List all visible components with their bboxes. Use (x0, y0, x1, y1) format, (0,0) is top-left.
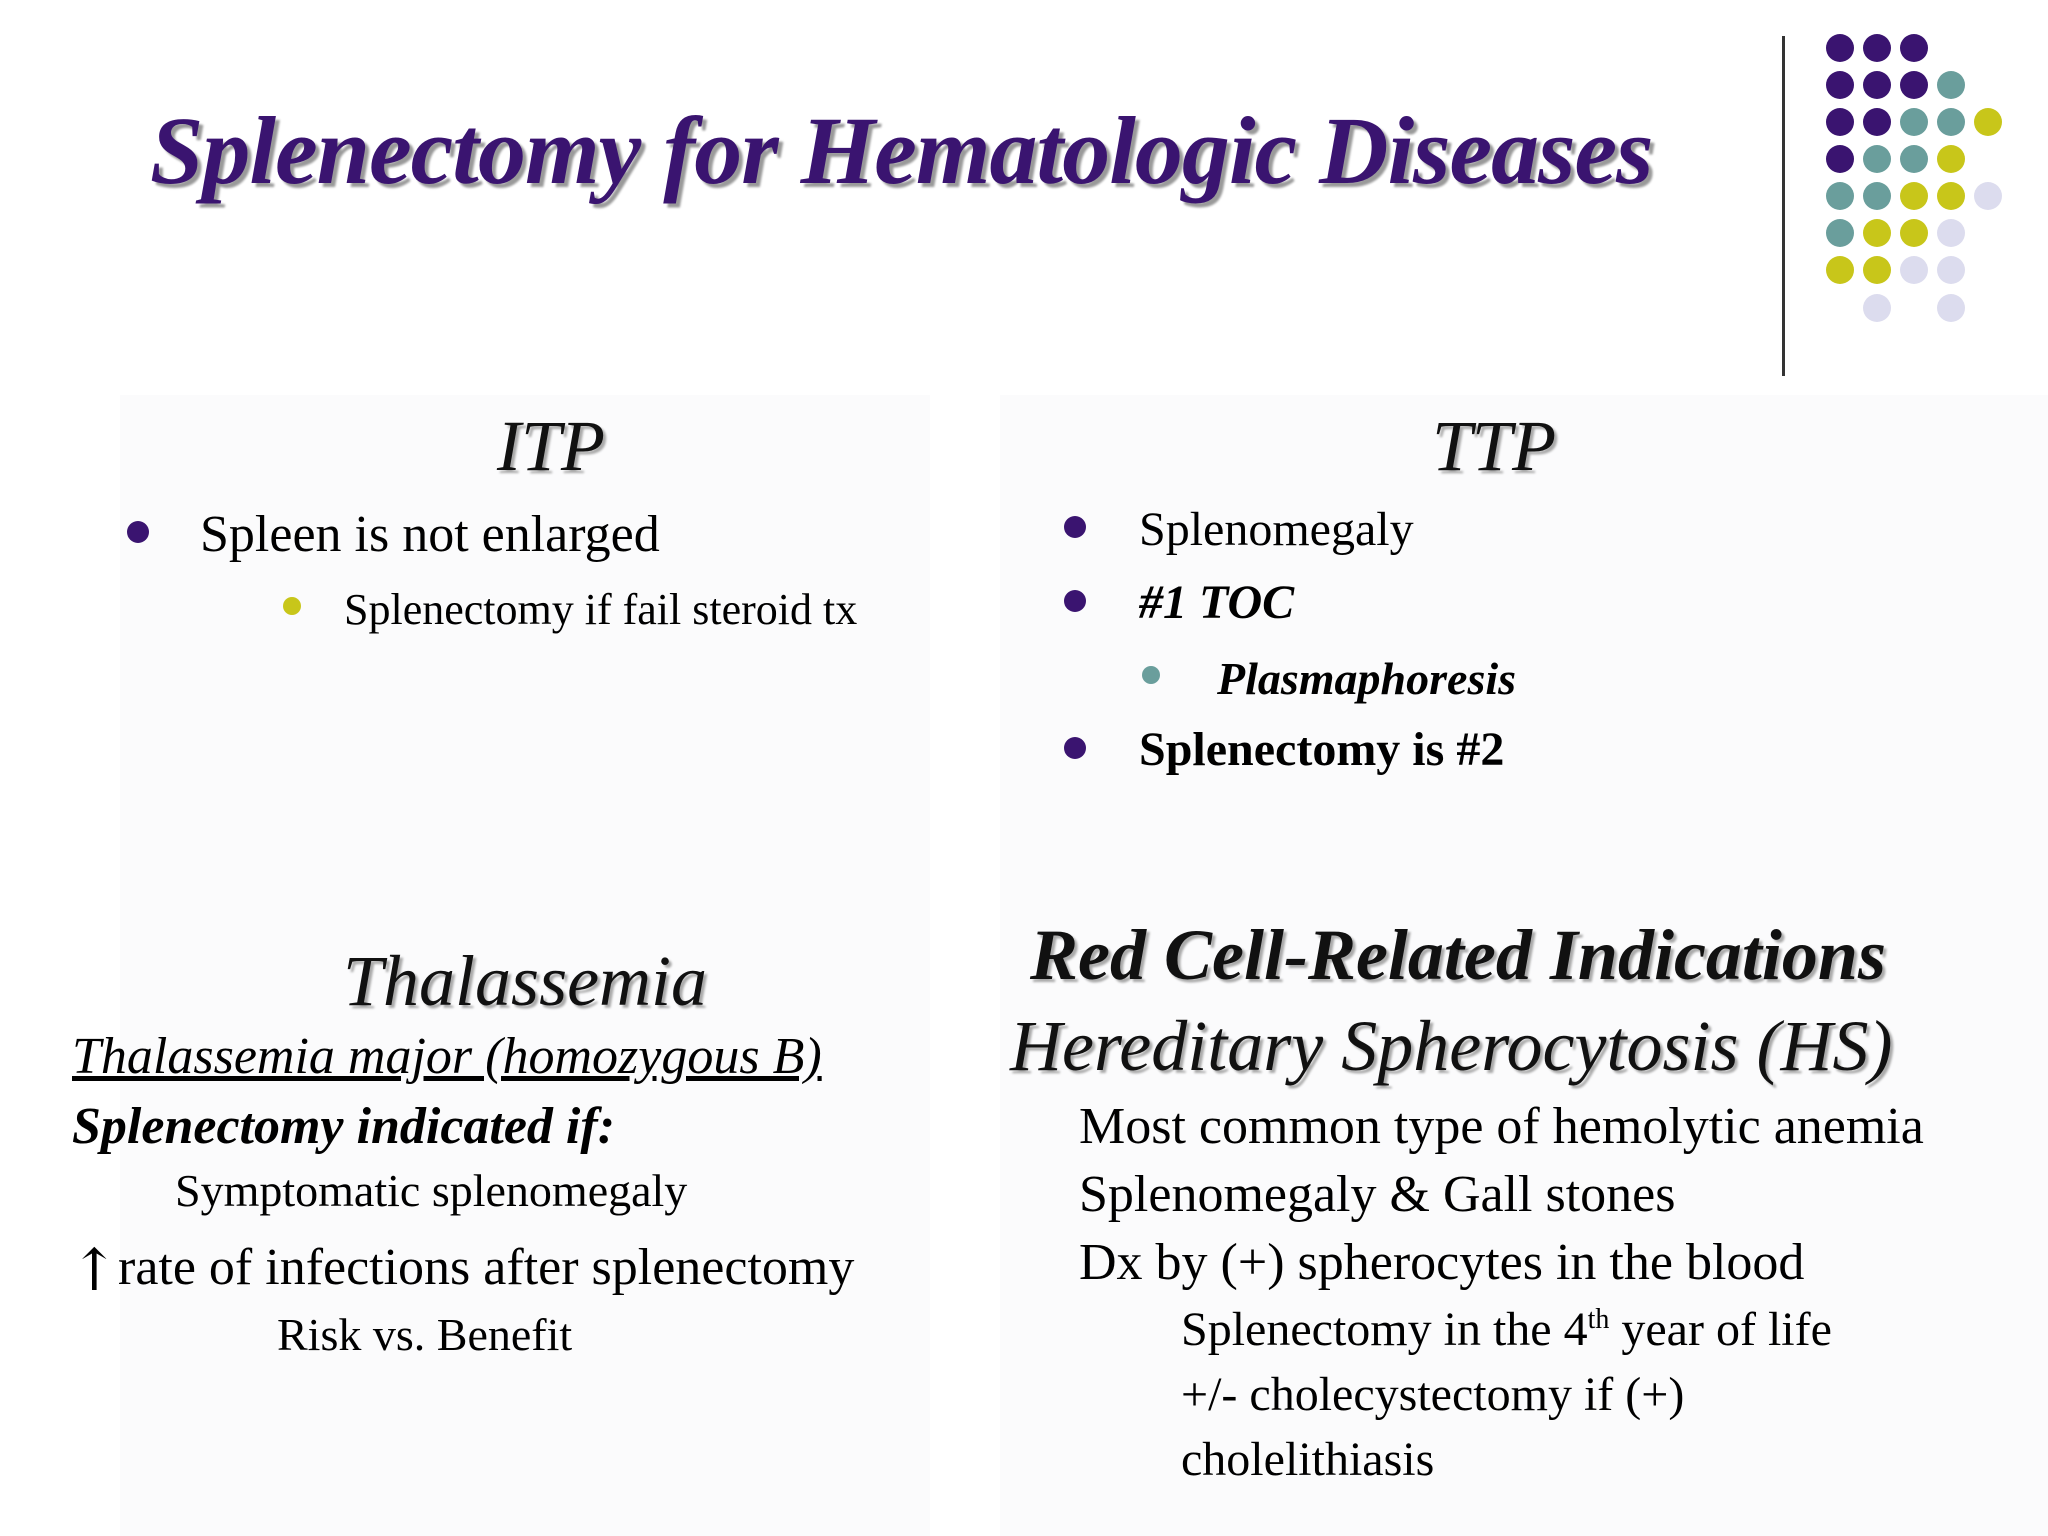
dot (1937, 108, 1965, 136)
dot (1863, 145, 1891, 173)
hs-line-2: Splenomegaly & Gall stones (1079, 1166, 1676, 1223)
dot (1826, 145, 1854, 173)
dot (1937, 71, 1965, 99)
hs-line-6: cholelithiasis (1181, 1433, 1435, 1486)
dot (1937, 182, 1965, 210)
bullet-icon (1064, 516, 1086, 538)
itp-heading: ITP (497, 406, 605, 486)
dot (1937, 294, 1965, 322)
dot (1937, 256, 1965, 284)
dot (1863, 71, 1891, 99)
divider-line (1782, 36, 1785, 376)
dot (1826, 71, 1854, 99)
bullet-icon (127, 521, 149, 543)
dot (1863, 182, 1891, 210)
ttp-bullet-2: #1 TOC (1139, 576, 1295, 629)
thalassemia-line-4: rate of infections after splenectomy (118, 1239, 855, 1296)
dot (1974, 108, 2002, 136)
itp-sub-bullet-1: Splenectomy if fail steroid tx (344, 585, 858, 634)
thalassemia-line-5: Risk vs. Benefit (277, 1309, 573, 1360)
hs-line-3: Dx by (+) spherocytes in the blood (1079, 1234, 1805, 1291)
decorative-dot-grid (0, 0, 2048, 340)
hs-line-5: +/- cholecystectomy if (+) (1181, 1368, 1685, 1421)
dot (1900, 256, 1928, 284)
hs-line-4 (1181, 1302, 1832, 1357)
itp-bullet-1: Spleen is not enlarged (200, 506, 660, 563)
dot (1863, 34, 1891, 62)
ttp-heading: TTP (1432, 406, 1557, 486)
ttp-bullet-1: Splenomegaly (1139, 503, 1414, 556)
dot (1826, 108, 1854, 136)
dot (1900, 219, 1928, 247)
hs-line-1: Most common type of hemolytic anemia (1079, 1098, 1924, 1155)
dot (1826, 182, 1854, 210)
bullet-icon (1064, 590, 1086, 612)
dot (1900, 145, 1928, 173)
dot (1937, 145, 1965, 173)
dot (1937, 219, 1965, 247)
dot (1900, 182, 1928, 210)
hs-line-4-sup: th (1587, 1304, 1610, 1335)
dot (1900, 34, 1928, 62)
thalassemia-line-1: Thalassemia major (homozygous B) (72, 1028, 822, 1085)
hs-line-4-pre: Splenectomy in the 4 (1181, 1303, 1588, 1356)
thalassemia-line-3: Symptomatic splenomegaly (175, 1165, 688, 1216)
slide-title: Splenectomy for Hematologic Diseases (150, 97, 1653, 204)
hs-line-4-post: year of life (1609, 1303, 1832, 1356)
hs-heading-1: Red Cell-Related Indications (1030, 915, 1886, 995)
dot (1863, 294, 1891, 322)
dot (1826, 256, 1854, 284)
dot (1974, 182, 2002, 210)
thalassemia-line-2: Splenectomy indicated if: (72, 1098, 616, 1155)
dot (1900, 71, 1928, 99)
ttp-sub-bullet-1: Plasmaphoresis (1217, 653, 1517, 704)
bullet-icon (283, 597, 301, 615)
up-arrow-icon: ↑ (70, 1236, 119, 1304)
dot (1863, 256, 1891, 284)
dot (1863, 108, 1891, 136)
dot (1826, 219, 1854, 247)
bullet-icon (1142, 666, 1160, 684)
hs-heading-2: Hereditary Spherocytosis (HS) (1010, 1006, 1893, 1086)
ttp-bullet-3: Splenectomy is #2 (1139, 723, 1505, 776)
dot (1863, 219, 1891, 247)
bullet-icon (1064, 737, 1086, 759)
thalassemia-heading: Thalassemia (343, 941, 708, 1021)
dot (1900, 108, 1928, 136)
dot (1826, 34, 1854, 62)
